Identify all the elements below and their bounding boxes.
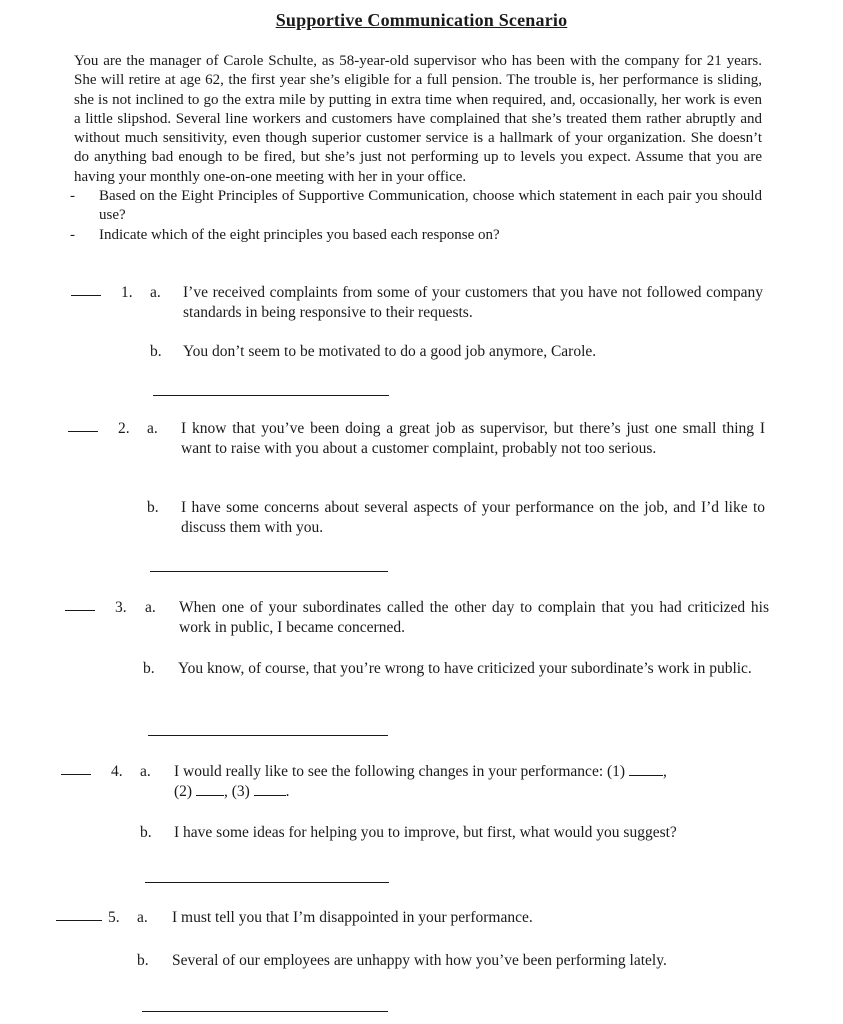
- instruction-text: Indicate which of the eight principles you based each response on?: [99, 226, 500, 243]
- option-a-text: I’ve received complaints from some of your customers that you have not followed company standards in being responsive to their requests.: [183, 284, 763, 321]
- principle-blank[interactable]: [142, 1011, 388, 1012]
- question-number: 2.: [118, 420, 130, 437]
- option-b-label: b.: [143, 660, 155, 677]
- dash-bullet: -: [70, 188, 75, 205]
- option-b-label: b.: [140, 824, 152, 841]
- scenario-intro: [70, 52, 762, 245]
- change-blank-1[interactable]: [629, 763, 663, 776]
- option-b-text: You don’t seem to be motivated to do a good job anymore, Carole.: [183, 343, 597, 360]
- question-number: 4.: [111, 763, 123, 780]
- instructions-list: [70, 187, 762, 245]
- answer-blank[interactable]: [68, 431, 98, 432]
- option-b-text: I have some concerns about several aspects of your performance on the job, and I’d like to discuss them with you.: [181, 499, 765, 536]
- question-2: [0, 419, 843, 579]
- option-a-text-part: (2): [174, 782, 193, 800]
- option-a-text: I must tell you that I’m disappointed in your performance.: [172, 909, 533, 926]
- option-b-label: b.: [150, 343, 162, 360]
- question-5: [0, 908, 843, 1018]
- instruction-item: [70, 187, 762, 226]
- option-a-text: I know that you’ve been doing a great job as supervisor, but there’s just one small thing I want to raise with you about a customer complaint, probably not too serious.: [181, 420, 765, 457]
- period: .: [285, 782, 290, 800]
- option-b-text: Several of our employees are unhappy with how you’ve been performing lately.: [172, 952, 667, 969]
- answer-blank[interactable]: [56, 920, 102, 921]
- option-a-label: a.: [147, 420, 158, 437]
- option-b-label: b.: [147, 499, 159, 516]
- change-blank-2[interactable]: [196, 783, 224, 796]
- option-a-text-part: , (3): [223, 782, 250, 800]
- option-a-label: a.: [140, 763, 151, 780]
- option-a-label: a.: [145, 599, 156, 616]
- option-a-label: a.: [150, 284, 161, 301]
- page-title: Supportive Communication Scenario: [275, 10, 568, 30]
- question-number: 3.: [115, 599, 127, 616]
- comma: ,: [662, 763, 667, 780]
- question-1: [0, 283, 843, 403]
- question-3: [0, 598, 843, 738]
- question-4: [0, 762, 843, 887]
- scenario-paragraph: You are the manager of Carole Schulte, as 58-year-old supervisor who has been with the company for 21 years. She will retire at age 62, the first year she’s eligible for a full pension. The trouble is, her performance is sliding, she is not inclined to go the extra mile by putting in extra time when required, and, occasionally, her work is even a little slipshod. Several line workers and customers have complained that she’s treated them rather abruptly and without much sensitivity, even though superior customer service is a hallmark of your organization. She doesn’t do anything bad enough to be fired, but she’s just not performing up to levels you expect. Assume that you are having your monthly one-on-one meeting with her in your office.: [74, 53, 762, 185]
- principle-blank[interactable]: [150, 571, 388, 572]
- principle-blank[interactable]: [145, 882, 389, 883]
- change-blank-3[interactable]: [254, 783, 286, 796]
- option-b-text: You know, of course, that you’re wrong to have criticized your subordinate’s work in public.: [178, 660, 752, 677]
- instruction-text: Based on the Eight Principles of Supportive Communication, choose which statement in each pair you should use?: [99, 188, 762, 224]
- dash-bullet: -: [70, 226, 75, 243]
- option-a-text: [174, 762, 774, 801]
- answer-blank[interactable]: [71, 295, 101, 296]
- option-a-text: When one of your subordinates called the other day to complain that you had criticized his work in public, I became concerned.: [179, 599, 769, 636]
- principle-blank[interactable]: [148, 735, 388, 736]
- answer-blank[interactable]: [65, 610, 95, 611]
- option-b-text: I have some ideas for helping you to improve, but first, what would you suggest?: [174, 824, 677, 841]
- answer-blank[interactable]: [61, 774, 91, 775]
- instruction-item: [70, 226, 762, 245]
- option-a-text-part: I would really like to see the following changes in your performance: (1): [174, 763, 626, 780]
- principle-blank[interactable]: [153, 395, 389, 396]
- option-b-label: b.: [137, 952, 149, 969]
- question-number: 5.: [108, 909, 120, 926]
- option-a-label: a.: [137, 909, 148, 926]
- question-number: 1.: [121, 284, 133, 301]
